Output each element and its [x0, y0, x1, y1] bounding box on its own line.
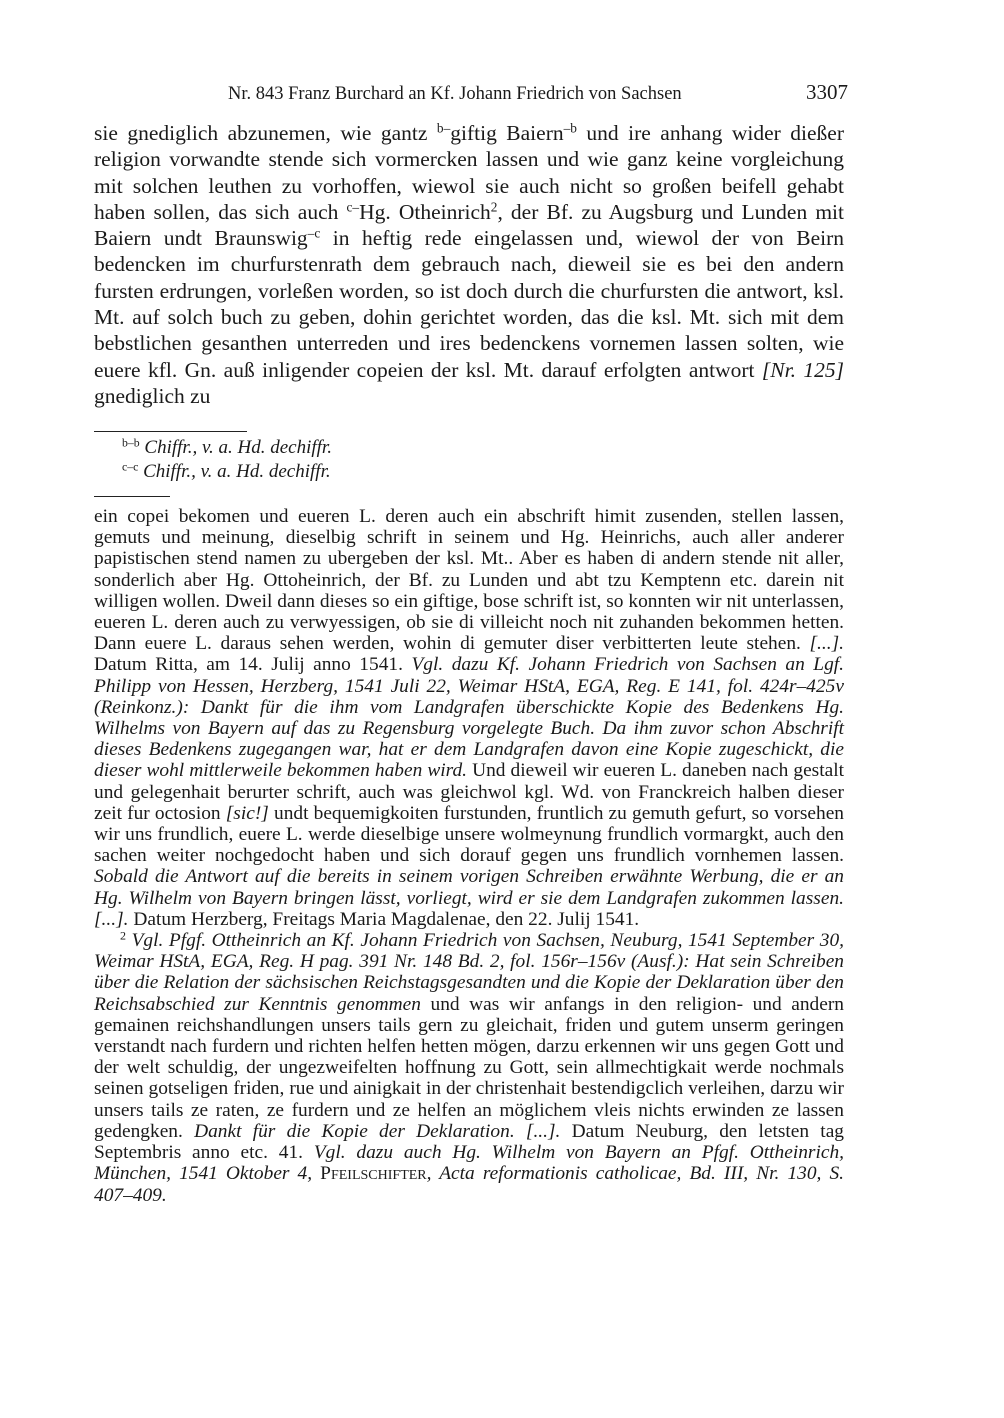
main-paragraph [94, 120, 844, 409]
running-title: Nr. 843 Franz Burchard an Kf. Johann Friedrich von Sachsen [228, 84, 682, 104]
editorial-summary: Dankt für die Kopie der Deklaration. [...]. [194, 1120, 561, 1142]
citation-text: , Acta reformationis catholicae, Bd. III, Nr. 130, S. 407–409. [94, 1163, 845, 1206]
footnote-2 [94, 930, 844, 1206]
text-run: gnediglich zu [94, 383, 211, 408]
variant-mark-open: c– [346, 199, 360, 215]
author-name: Pfeilschifter [320, 1163, 427, 1185]
quotation-text: Datum Herzberg, Freitags Maria Magdalenae, den 22. Julij 1541. [128, 908, 640, 930]
quotation-text: Datum Ritta, am 14. Julij anno 1541. [94, 654, 412, 676]
footnote-continued [94, 506, 844, 930]
text-run: in heftig rede eingelassen und, wiewol der von Beirn bedencken im churfurstenrath dem gebrauch nach, dieweil sie es bei den andern fursten erdrungen, vorleßen worden, so ist doch durch die churfursten die antwort, ksl. Mt. auf solch buch zu geben, dohin gerichtet worden, das die ksl. Mt. sich mit dem bebstlichen gesanthen unterreden und ires bedenckens vornemen lassen solten, wie euere kfl. Gn. auß inligender copeien der ksl. Mt. darauf erfolgten antwort [94, 226, 844, 382]
editorial-sic: [sic!] [225, 802, 269, 824]
text-run: und ire anhang wider dießer religion vorwandte stende sich vormercken lassen und wie ganz keine vorgleichung mit solchen leuthen zu vorhoffen, wiewol sie auch nicht so großen beifell gehabt haben sollen, das sich auch [94, 121, 845, 224]
apparatus-entry [122, 436, 822, 460]
editorial-summary: Vgl. dazu Kf. Johann Friedrich von Sachsen an Lgf. Philipp von Hessen, Herzberg, 1541 Juli 22, Weimar HStA, EGA, Reg. E 141, fol. 424r–425v (Reinkonz.): Dankt für die ihm vom Landgrafen überschickte Kopie des Bedenkens Hg. Wilhelms von Bayern auf das zu Regensburg vorgelegte Buch. Da ihm zuvor schon Abschrift dieses Bedenkens zugegangen war, hat er dem Landgrafen davon eine Kopie zugeschickt, die dieser wohl mittlerweile bekommen haben wird. [94, 654, 844, 782]
quotation-text: Datum Neuburg, den letsten tag Septembris anno etc. 41. [94, 1120, 845, 1164]
variant-mark-close: –c [307, 225, 321, 241]
editorial-summary: Vgl. dazu auch Hg. Wilhelm von Bayern an Pfgf. Ottheinrich, München, 1541 Oktober 4, [94, 1142, 844, 1185]
text-critical-apparatus [122, 436, 822, 484]
apparatus-mark: b–b [122, 436, 140, 450]
text-run: sie gnediglich abzunemen, wie gantz [94, 121, 437, 145]
document-reference: [Nr. 125] [761, 357, 844, 382]
footnote-reference: 2 [490, 199, 498, 215]
quotation-text: undt bequemigkoiten furstunden, fruntlich zu gemuth gefurt, so vorsehen wir uns frundlich, euere L. werde dieselbige unsere wolmeynung frundlich vormargkt, auch den sachen weiter nochgedocht haben und sich dorauf gegen uns frundlich vornhemen lassen. [94, 802, 844, 867]
apparatus-note: Chiffr., v. a. Hd. dechiffr. [144, 437, 332, 458]
quotation-text: ein copei bekomen und eueren L. deren auch ein abschrift himit zusenden, stellen lassen, gemuts und meinung, dieselbig schrift in seinem und Hg. Heinrichs, auch aller anderer papistischen stend namen zu ubergeben der ksl. Mt.. Aber es haben di andern stende nit aller, sonderlich aber Hg. Ottoheinrich, der Bf. zu Lunden und abt tzu Kemptenn etc. darein nit willigen wollen. Dweil dann dieses so ein giftige, bose schrift ist, so konnten wir nit unterlassen, eueren L. deren auch zu verwyessigen, ob sie di villeicht noch nit zuhanden bekommen hetten. Dann euere L. daraus sehen werden, wohin di gemuter diser verbitterten leute stehen. [94, 506, 844, 655]
quotation-text: Und dieweil wir eueren L. daneben nach gestalt und gelegenhait berurter schrift, auch was gleichwol kgl. Wd. von Franckreich halben dieser zeit fur octosion [94, 760, 844, 824]
editorial-summary: Sobald die Antwort auf die bereits in seinem vorigen Schreiben erwähnte Werbung, die er an Hg. Wilhelm von Bayern bringen lässt, vorliegt, wird er sie dem Landgrafen zukommen lassen. [...]. [94, 866, 844, 930]
apparatus-note: Chiffr., v. a. Hd. dechiffr. [143, 461, 331, 482]
text-run: giftig Baiern [450, 121, 564, 145]
apparatus-mark: c–c [122, 460, 139, 474]
omission-mark: [...]. [809, 633, 844, 655]
variant-mark-open: b– [436, 120, 451, 136]
footnote-number: 2 [120, 928, 127, 943]
footnote-divider [94, 496, 170, 497]
apparatus-entry [122, 460, 822, 484]
text-run: , der Bf. zu Augsburg und Lunden mit Baiern undt Braunswig [94, 199, 844, 251]
text-run: Hg. Otheinrich [359, 199, 491, 224]
editorial-summary: Vgl. Pfgf. Ottheinrich an Kf. Johann Friedrich von Sachsen, Neuburg, 1541 September 30, Weimar HStA, EGA, Reg. H pag. 391 Nr. 148 Bd. 2, fol. 156r–156v (Ausf.): Hat sein Schreiben über die Relation der sächsischen Reichstagsgesandten und die Kopie der Deklaration über den Reichsabschied zur Kenntnis genommen [94, 930, 844, 1015]
quotation-text: und was wir anfangs in den religion- und andern gemainen reichshandlungen unsers tails gern zu gleichait, friden und gutem unserm geringen verstandt nach furdern und richten helfen hetten mögen, darzu erkennen wir uns gegen Gott und der welt schuldig, der ungezweifelten hoffnung zu Gott, sein allmechtigkait werde nochmals seinen gotseligen friden, rue und ainigkait in der christenhait bestendigclich verleihen, darzu wir unsers tails ze raten, ze furdern und ze helfen an möglichem vleis nichts erwinden ze lassen gedengken. [94, 993, 844, 1142]
apparatus-divider [94, 431, 247, 432]
running-header [228, 82, 848, 106]
main-text [94, 120, 844, 409]
footnotes [94, 506, 844, 1206]
page-number: 3307 [806, 80, 848, 104]
variant-mark-close: –b [563, 120, 577, 136]
